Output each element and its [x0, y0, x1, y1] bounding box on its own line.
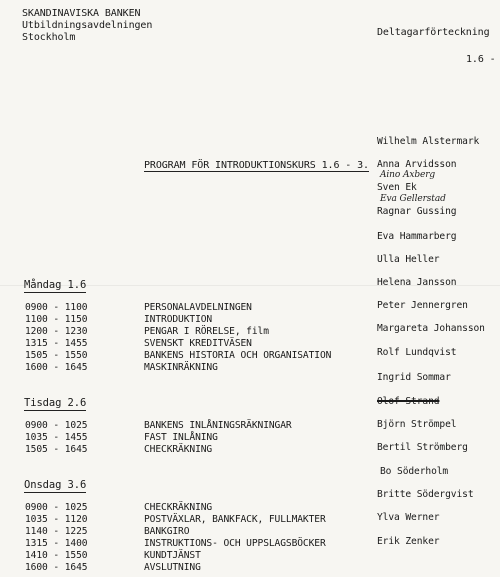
- schedule-activity: BANKGIRO: [144, 526, 190, 537]
- day-heading-tuesday: Tisdag 2.6: [24, 397, 87, 409]
- participant-name: Björn Strömpel: [377, 419, 457, 430]
- participant-name: Britte Södergvist: [377, 489, 474, 500]
- participant-name: Eva Hammarberg: [377, 231, 457, 242]
- participant-name-handwritten: Aino Axberg: [380, 170, 436, 180]
- schedule-activity: MASKINRÄKNING: [144, 362, 218, 373]
- schedule-activity: KUNDTJÄNST: [144, 550, 201, 561]
- schedule-activity: INTRODUKTION: [144, 314, 213, 325]
- schedule-time: 1410 - 1550: [25, 550, 88, 561]
- participant-name: Sven Ek: [377, 182, 417, 193]
- letterhead-line2: Utbildningsavdelningen: [22, 20, 153, 31]
- day-heading-monday: Måndag 1.6: [24, 279, 87, 291]
- program-title: PROGRAM FÖR INTRODUKTIONSKURS 1.6 - 3.: [144, 160, 369, 171]
- schedule-activity: BANKENS HISTORIA OCH ORGANISATION: [144, 350, 332, 361]
- letterhead-line3: Stockholm: [22, 32, 76, 43]
- participant-name: Wilhelm Alstermark: [377, 136, 480, 147]
- participant-name: Helena Jansson: [377, 277, 457, 288]
- schedule-time: 1315 - 1400: [25, 538, 88, 549]
- participant-name: Margareta Johansson: [377, 323, 485, 334]
- schedule-time: 1140 - 1225: [25, 526, 88, 537]
- participant-name: Erik Zenker: [377, 536, 440, 547]
- participant-name: Ulla Heller: [377, 254, 440, 265]
- schedule-activity: PENGAR I RÖRELSE, film: [144, 326, 269, 337]
- schedule-time: 1315 - 1455: [25, 338, 88, 349]
- participant-name: Ingrid Sommar: [377, 372, 451, 383]
- participant-name: Rolf Lundqvist: [377, 347, 457, 358]
- participant-name-struck: Olof Strand: [377, 396, 440, 407]
- schedule-activity: AVSLUTNING: [144, 562, 201, 573]
- schedule-time: 1505 - 1645: [25, 444, 88, 455]
- schedule-time: 0900 - 1100: [25, 302, 88, 313]
- participant-name: Ragnar Gussing: [377, 206, 457, 217]
- schedule-activity: BANKENS INLÅNINGSRÄKNINGAR: [144, 420, 292, 431]
- schedule-activity: CHECKRÄKNING: [144, 502, 213, 513]
- day-heading-wednesday: Onsdag 3.6: [24, 479, 87, 491]
- schedule-time: 1600 - 1645: [25, 562, 88, 573]
- participant-name: Peter Jennergren: [377, 300, 468, 311]
- schedule-time: 1100 - 1150: [25, 314, 88, 325]
- participant-name-handwritten: Eva Gellerstad: [380, 194, 446, 204]
- participant-list-date: 1.6 -: [466, 54, 496, 65]
- participant-name: Bo Söderholm: [380, 466, 449, 477]
- schedule-activity: SVENSKT KREDITVÄSEN: [144, 338, 252, 349]
- schedule-time: 1505 - 1550: [25, 350, 88, 361]
- schedule-activity: PERSONALAVDELNINGEN: [144, 302, 252, 313]
- schedule-time: 1600 - 1645: [25, 362, 88, 373]
- participant-name: Bertil Strömberg: [377, 442, 468, 453]
- schedule-time: 1035 - 1455: [25, 432, 88, 443]
- schedule-time: 1035 - 1120: [25, 514, 88, 525]
- schedule-time: 1200 - 1230: [25, 326, 88, 337]
- participant-name: Anna Arvidsson: [377, 159, 457, 170]
- schedule-activity: CHECKRÄKNING: [144, 444, 213, 455]
- participant-name: Ylva Werner: [377, 512, 440, 523]
- schedule-time: 0900 - 1025: [25, 420, 88, 431]
- schedule-activity: POSTVÄXLAR, BANKFACK, FULLMAKTER: [144, 514, 326, 525]
- schedule-activity: INSTRUKTIONS- OCH UPPSLAGSBÖCKER: [144, 538, 326, 549]
- schedule-time: 0900 - 1025: [25, 502, 88, 513]
- schedule-activity: FAST INLÅNING: [144, 432, 218, 443]
- letterhead-line1: SKANDINAVISKA BANKEN: [22, 8, 141, 19]
- participant-list-title: Deltagarförteckning: [377, 27, 490, 38]
